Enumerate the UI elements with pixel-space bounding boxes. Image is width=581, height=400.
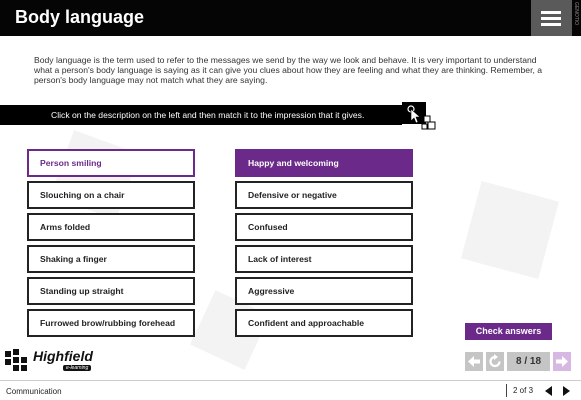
next-arrow-icon [553, 352, 571, 371]
back-button[interactable] [465, 352, 483, 371]
background-shape [461, 181, 559, 279]
replay-icon [486, 352, 504, 371]
highfield-logo-icon [5, 349, 29, 373]
footer-next-icon[interactable] [563, 386, 570, 396]
menu-button[interactable] [531, 0, 572, 36]
right-item-lack-of-interest[interactable]: Lack of interest [235, 245, 413, 273]
highfield-logo [5, 349, 105, 375]
left-item-slouching[interactable]: Slouching on a chair [27, 181, 195, 209]
hamburger-icon [541, 11, 561, 14]
logo-brand-text: Highfield [33, 348, 93, 364]
right-item-confident[interactable]: Confident and approachable [235, 309, 413, 337]
left-item-furrowed-brow[interactable]: Furrowed brow/rubbing forehead [27, 309, 195, 337]
right-item-defensive[interactable]: Defensive or negative [235, 181, 413, 209]
left-item-person-smiling[interactable]: Person smiling [27, 149, 195, 177]
page-counter: 8 / 18 [507, 352, 550, 371]
next-button[interactable] [553, 352, 571, 371]
side-code: GENOTIO [573, 2, 579, 26]
instruction-text: Click on the description on the left and then match it to the impression that it gives. [51, 110, 365, 120]
left-item-shaking-finger[interactable]: Shaking a finger [27, 245, 195, 273]
hamburger-icon [541, 23, 561, 26]
hamburger-icon [541, 17, 561, 20]
right-item-confused[interactable]: Confused [235, 213, 413, 241]
left-item-arms-folded[interactable]: Arms folded [27, 213, 195, 241]
instruction-bar [0, 105, 402, 125]
back-arrow-icon [465, 352, 483, 371]
right-item-aggressive[interactable]: Aggressive [235, 277, 413, 305]
footer-bar [0, 380, 581, 400]
logo-sub-text: e-learning [63, 365, 91, 371]
header-bar [0, 0, 581, 36]
replay-button[interactable] [486, 352, 504, 371]
check-answers-button[interactable]: Check answers [465, 323, 552, 340]
right-item-happy-welcoming[interactable]: Happy and welcoming [235, 149, 413, 177]
footer-prev-icon[interactable] [545, 386, 552, 396]
intro-text: Body language is the term used to refer to the messages we send by the way we look and behave. It is very important to understand what a person's body language is saying as it can give you clues about how they are feeling and what they are thinking. Remember, a person's body language may not match what they are saying. [34, 55, 543, 85]
page-title: Body language [15, 7, 145, 27]
click-cursor-icon [402, 102, 436, 132]
footer-divider [506, 384, 507, 397]
course-name: Communication [6, 387, 62, 396]
left-item-standing-straight[interactable]: Standing up straight [27, 277, 195, 305]
footer-page-indicator: 2 of 3 [513, 386, 534, 395]
